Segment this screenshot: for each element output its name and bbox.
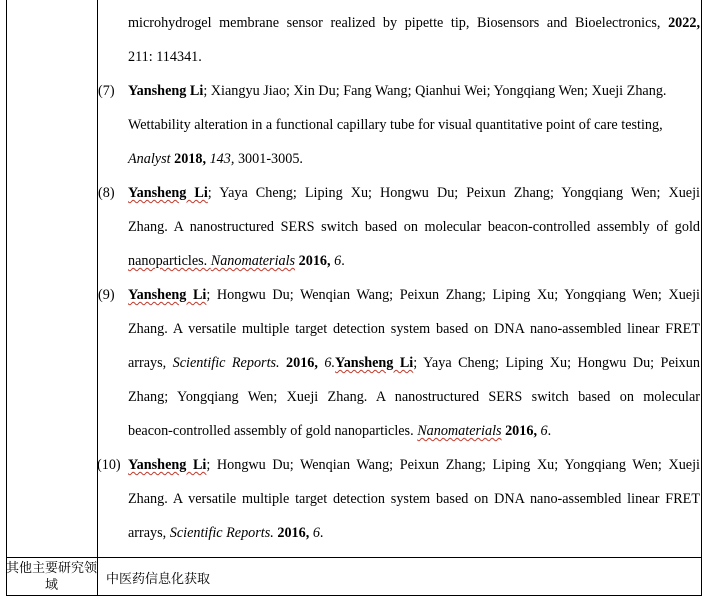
ref-7-number: (7) [98,83,115,99]
ref-9-line-4: Zhang; Yongqiang Wen; Xueji Zhang. A nanostructured SERS switch based on molecular [128,389,700,405]
ref-10-line-1: Yansheng Li; Hongwu Du; Wenqian Wang; Peixun Zhang; Liping Xu; Yongqiang Wen; Xueji [128,457,700,473]
ref-9-line-1: Yansheng Li; Hongwu Du; Wenqian Wang; Peixun Zhang; Liping Xu; Yongqiang Wen; Xueji [128,287,700,303]
ref-8-line-2: Zhang. A nanostructured SERS switch based on molecular beacon-controlled assembly of gold [128,219,700,235]
ref-6-line-2: 211: 114341. [128,49,202,65]
research-field-value: 中医药信息化获取 [106,571,211,587]
ref-8-line-3: nanoparticles. Nanomaterials 2016, 6. [128,253,345,269]
ref-9-line-2: Zhang. A versatile multiple target detection system based on DNA nano-assembled linear FRET [128,321,700,337]
ref-8-line-1: Yansheng Li; Yaya Cheng; Liping Xu; Hongwu Du; Peixun Zhang; Yongqiang Wen; Xueji [128,185,700,201]
ref-10-number: (10) [97,457,121,473]
ref-6-line-1: microhydrogel membrane sensor realized by pipette tip, Biosensors and Bioelectronics, 2022, [128,15,700,31]
ref-10-line-3: arrays, Scientific Reports. 2016, 6. [128,525,324,541]
ref-9-number: (9) [98,287,115,303]
ref-9-line-3: arrays, Scientific Reports. 2016, 6.Yansheng Li; Yaya Cheng; Liping Xu; Hongwu Du; Peixun [128,355,700,371]
research-field-label: 其他主要研究领域 [6,561,98,593]
ref-7-line-1: Yansheng Li; Xiangyu Jiao; Xin Du; Fang Wang; Qianhui Wei; Yongqiang Wen; Xueji Zhang. [128,83,667,99]
ref-7-line-2: Wettability alteration in a functional capillary tube for visual quantitative point of care testing, [128,117,663,133]
ref-8-number: (8) [98,185,115,201]
ref-7-line-3: Analyst 2018, 143, 3001-3005. [128,151,303,167]
ref-9-line-5: beacon-controlled assembly of gold nanoparticles. Nanomaterials 2016, 6. [128,423,552,439]
ref-10-line-2: Zhang. A versatile multiple target detection system based on DNA nano-assembled linear FRET [128,491,700,507]
